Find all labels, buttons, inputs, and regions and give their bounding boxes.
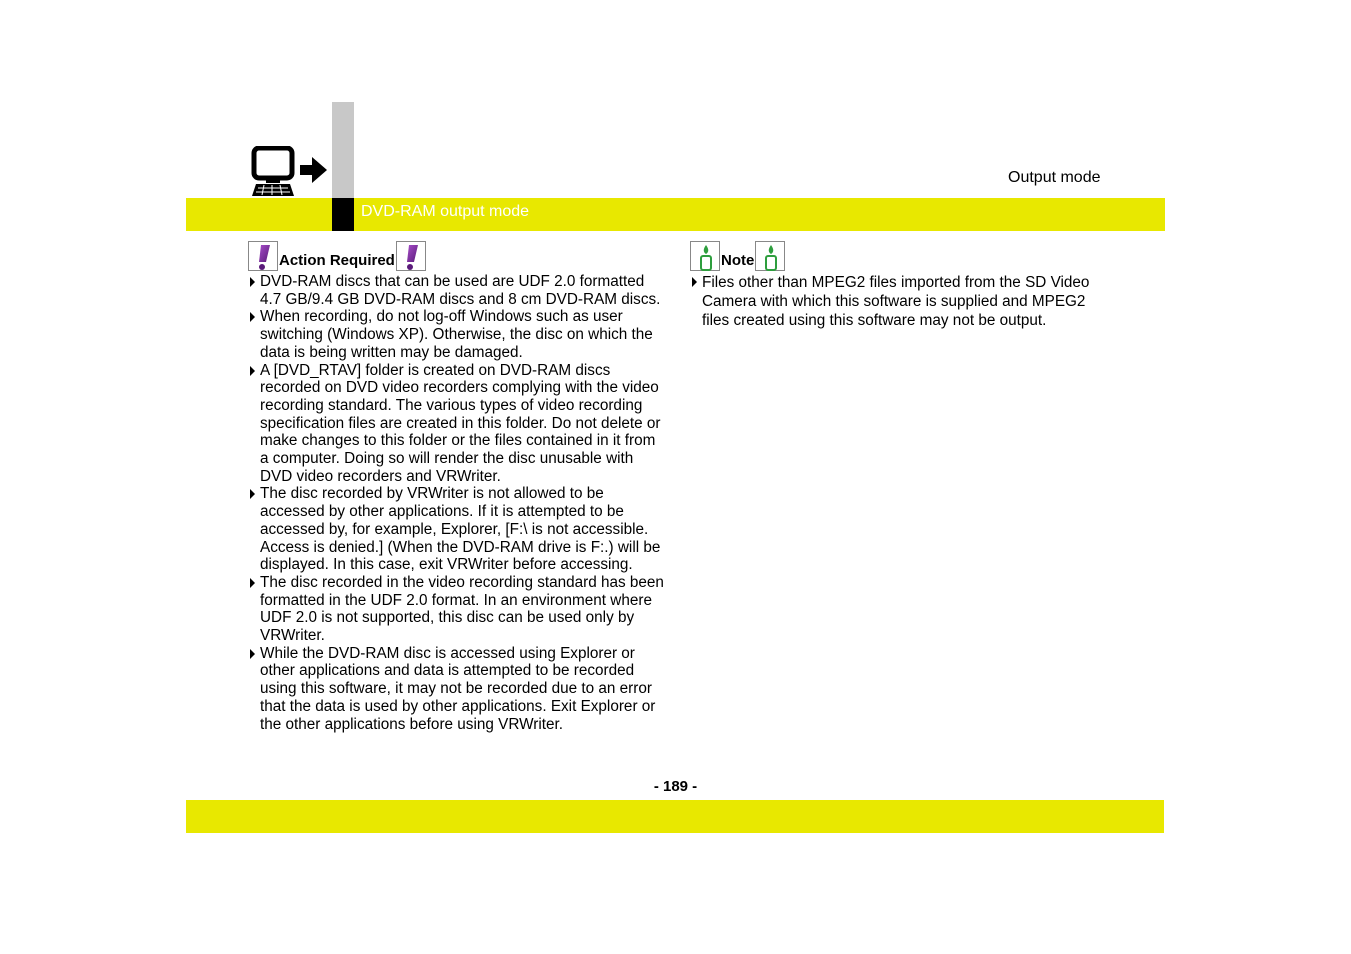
list-item: When recording, do not log-off Windows such as user switching (Windows XP). Otherwise, the disc on which the data is being written may be damaged.	[248, 308, 668, 361]
note-section	[690, 239, 1110, 330]
note-heading	[690, 239, 1110, 271]
bullet-arrow-icon	[250, 489, 255, 499]
footer-bar	[186, 800, 1164, 833]
action-required-title: Action Required	[279, 252, 395, 269]
note-list	[690, 273, 1110, 330]
list-item: A [DVD_RTAV] folder is created on DVD-RAM discs recorded on DVD video recorders complying with the video recording standard. The various types of video recording specification files are created in this folder. Do not delete or make changes to this folder or the files contained in it from a computer. Doing so will render the disc unusable with DVD video recorders and VRWriter.	[248, 362, 668, 486]
note-title: Note	[721, 252, 755, 269]
exclamation-icon	[396, 241, 426, 271]
header-gray-strip	[332, 102, 354, 198]
exclamation-icon	[248, 241, 278, 271]
candle-icon	[690, 241, 720, 271]
list-item: The disc recorded in the video recording standard has been formatted in the UDF 2.0 format. In an environment where UDF 2.0 is not supported, this disc can be used only by VRWriter.	[248, 574, 668, 645]
page-number: - 189 -	[653, 778, 698, 795]
list-item: The disc recorded by VRWriter is not allowed to be accessed by other applications. If it is attempted to be accessed by, for example, Explorer, [F:\ is not accessible. Access is denied.] (When the DVD-RAM drive is F:.) will be displayed. In this case, exit VRWriter before accessing.	[248, 485, 668, 574]
action-required-section	[248, 239, 668, 733]
bullet-arrow-icon	[250, 366, 255, 376]
list-item: While the DVD-RAM disc is accessed using Explorer or other applications and data is attempted to be recorded using this software, it may not be recorded due to an error that the data is used by other applications. Exit Explorer or the other applications before using VRWriter.	[248, 645, 668, 734]
header-black-tab	[332, 198, 354, 231]
action-required-list	[248, 273, 668, 733]
bullet-arrow-icon	[250, 649, 255, 659]
bullet-arrow-icon	[692, 277, 697, 287]
bullet-arrow-icon	[250, 578, 255, 588]
bullet-arrow-icon	[250, 277, 255, 287]
list-item: DVD-RAM discs that can be used are UDF 2.0 formatted 4.7 GB/9.4 GB DVD-RAM discs and 8 cm DVD-RAM discs.	[248, 273, 668, 308]
action-required-heading	[248, 239, 668, 271]
section-title: Output mode	[1008, 169, 1101, 186]
bullet-arrow-icon	[250, 312, 255, 322]
page-title: DVD-RAM output mode	[361, 203, 530, 220]
list-item: Files other than MPEG2 files imported from the SD Video Camera with which this software is supplied and MPEG2 files created using this software may not be output.	[690, 273, 1110, 330]
computer-output-icon	[250, 146, 330, 198]
candle-icon	[755, 241, 785, 271]
